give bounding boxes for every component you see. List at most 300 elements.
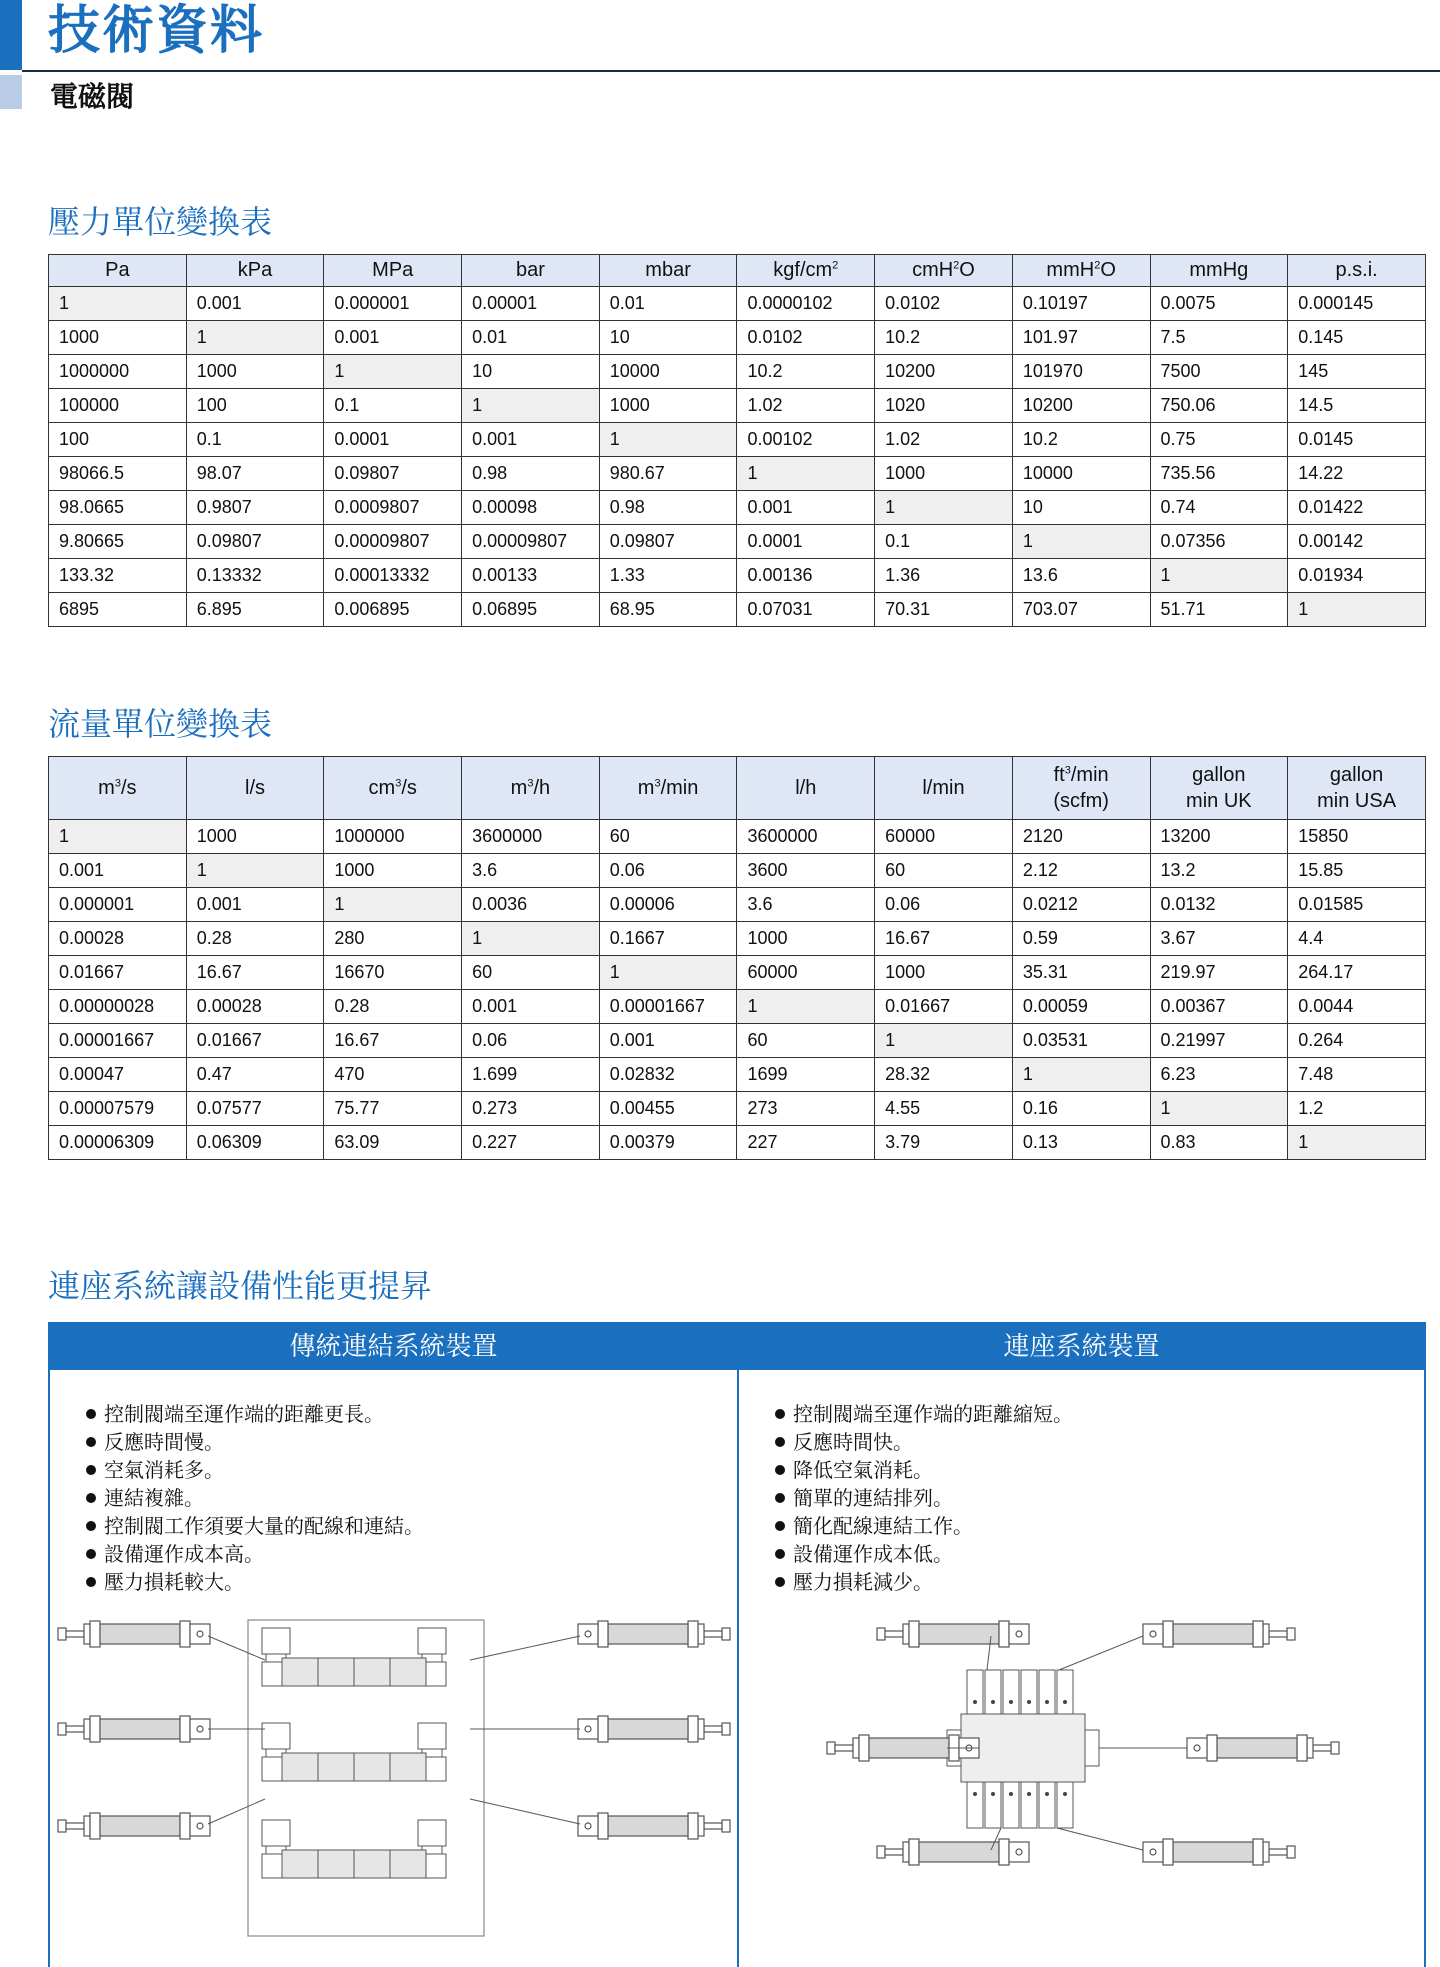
table-cell: 3.79 (875, 1126, 1013, 1160)
column-header: kgf/$cm^2$ (737, 255, 875, 287)
table-row (49, 1126, 1426, 1160)
list-item (86, 1456, 424, 1484)
table-cell: 0.06 (599, 854, 737, 888)
table-cell: 7.48 (1288, 1058, 1426, 1092)
table-row (49, 593, 1426, 627)
table-cell: 3.67 (1150, 922, 1288, 956)
valve-port-icon (1027, 1792, 1031, 1796)
table-cell: 0.001 (462, 423, 600, 457)
table-cell: 0.001 (324, 321, 462, 355)
table-cell: 0.227 (462, 1126, 600, 1160)
table-cell: 0.0044 (1288, 990, 1426, 1024)
subheader-accent-bar (0, 75, 22, 109)
manifold-valve-lower (967, 1782, 983, 1828)
table-cell: 16.67 (875, 922, 1013, 956)
table-cell: 3.6 (737, 888, 875, 922)
column-header: gallon min UK (1150, 757, 1288, 820)
table-cell: 227 (737, 1126, 875, 1160)
table-row (49, 355, 1426, 389)
table-cell: 13200 (1150, 820, 1288, 854)
table-cell: 273 (737, 1092, 875, 1126)
list-item (775, 1428, 1073, 1456)
table-cell: 0.74 (1150, 491, 1288, 525)
list-item (86, 1512, 424, 1540)
list-item-text: 控制閥端至運作端的距離縮短。 (793, 1402, 1073, 1426)
solenoid-valve-icon (262, 1820, 354, 1878)
air-cylinder-icon (1143, 1839, 1295, 1865)
bullet-icon (775, 1493, 785, 1503)
table-cell: 0.98 (599, 491, 737, 525)
manifold-end-plate (1085, 1730, 1099, 1766)
table-row (49, 1058, 1426, 1092)
table-cell: 14.22 (1288, 457, 1426, 491)
table-cell: 0.02832 (599, 1058, 737, 1092)
table-cell: 1 (737, 990, 875, 1024)
air-cylinder-icon (877, 1621, 1029, 1647)
table-cell: 0.00455 (599, 1092, 737, 1126)
list-item (86, 1484, 424, 1512)
table-cell: 10 (462, 355, 600, 389)
table-cell: 1 (462, 922, 600, 956)
table-cell: 1 (599, 956, 737, 990)
table-cell: 98.0665 (49, 491, 187, 525)
table-cell: 9.80665 (49, 525, 187, 559)
table-cell: 4.4 (1288, 922, 1426, 956)
table-cell: 0.00000028 (49, 990, 187, 1024)
list-item-text: 連結複雜。 (104, 1486, 204, 1510)
table-row (49, 559, 1426, 593)
table-cell: 145 (1288, 355, 1426, 389)
table-cell: 219.97 (1150, 956, 1288, 990)
list-item (775, 1484, 1073, 1512)
table-cell: 0.1 (875, 525, 1013, 559)
table-cell: 60 (737, 1024, 875, 1058)
table-cell: 60 (599, 820, 737, 854)
table-cell: 0.001 (737, 491, 875, 525)
valve-port-icon (1063, 1792, 1067, 1796)
table-cell: 0.264 (1288, 1024, 1426, 1058)
table-row (49, 525, 1426, 559)
bullet-icon (775, 1577, 785, 1587)
table-cell: 75.77 (324, 1092, 462, 1126)
table-cell: 0.01 (599, 287, 737, 321)
pressure-section-title: 壓力單位變換表 (48, 203, 273, 241)
table-cell: 1000 (737, 922, 875, 956)
traditional-system-diagram (50, 1614, 737, 1964)
table-cell: 1 (737, 457, 875, 491)
table-cell: 750.06 (1150, 389, 1288, 423)
valve-port-icon (1009, 1700, 1013, 1704)
list-item (775, 1400, 1073, 1428)
table-cell: 10200 (1012, 389, 1150, 423)
table-header-row (49, 757, 1426, 820)
table-cell: 0.28 (324, 990, 462, 1024)
list-item (86, 1400, 424, 1428)
table-cell: 0.001 (186, 287, 324, 321)
table-cell: 0.1 (324, 389, 462, 423)
table-cell: 0.28 (186, 922, 324, 956)
column-header: p.s.i. (1288, 255, 1426, 287)
table-cell: 0.47 (186, 1058, 324, 1092)
table-row (49, 820, 1426, 854)
list-item-text: 壓力損耗較大。 (104, 1570, 244, 1594)
table-cell: 3600000 (737, 820, 875, 854)
air-cylinder-icon (58, 1716, 210, 1742)
air-line (208, 1799, 265, 1824)
valve-port-icon (1027, 1700, 1031, 1704)
table-cell: 1000 (324, 854, 462, 888)
bullet-icon (775, 1549, 785, 1559)
table-cell: 0.00028 (186, 990, 324, 1024)
table-cell: 0.006895 (324, 593, 462, 627)
column-header: mmHg (1150, 255, 1288, 287)
table-cell: 10.2 (737, 355, 875, 389)
manifold-valve-lower (1021, 1782, 1037, 1828)
table-cell: 1.36 (875, 559, 1013, 593)
table-cell: 0.01667 (186, 1024, 324, 1058)
table-cell: 0.9807 (186, 491, 324, 525)
page-subtitle: 電磁閥 (50, 80, 135, 113)
table-cell: 0.000001 (49, 888, 187, 922)
solenoid-valve-icon (262, 1723, 354, 1781)
table-cell: 1 (1288, 593, 1426, 627)
table-cell: 3600 (737, 854, 875, 888)
air-cylinder-icon (1143, 1621, 1295, 1647)
table-cell: 100 (49, 423, 187, 457)
list-item-text: 空氣消耗多。 (104, 1458, 224, 1482)
column-header: l/h (737, 757, 875, 820)
table-cell: 0.00367 (1150, 990, 1288, 1024)
table-cell: 1.2 (1288, 1092, 1426, 1126)
table-cell: 16670 (324, 956, 462, 990)
table-cell: 0.01934 (1288, 559, 1426, 593)
valve-port-icon (1045, 1792, 1049, 1796)
table-cell: 0.07577 (186, 1092, 324, 1126)
table-cell: 35.31 (1012, 956, 1150, 990)
bullet-icon (86, 1577, 96, 1587)
list-item-text: 簡化配線連結工作。 (793, 1514, 973, 1538)
valve-port-icon (991, 1792, 995, 1796)
bullet-icon (775, 1409, 785, 1419)
column-header: mmH$^2$O (1012, 255, 1150, 287)
table-cell: 1 (875, 1024, 1013, 1058)
table-cell: 0.13 (1012, 1126, 1150, 1160)
bullet-icon (86, 1465, 96, 1475)
table-cell: 0.000145 (1288, 287, 1426, 321)
air-line (470, 1636, 580, 1660)
table-cell: 0.00009807 (324, 525, 462, 559)
table-cell: 6895 (49, 593, 187, 627)
table-cell: 63.09 (324, 1126, 462, 1160)
table-cell: 70.31 (875, 593, 1013, 627)
table-cell: 1000 (875, 956, 1013, 990)
air-cylinder-icon (578, 1621, 730, 1647)
table-cell: 1 (1012, 1058, 1150, 1092)
table-cell: 68.95 (599, 593, 737, 627)
bullet-icon (775, 1521, 785, 1531)
manifold-valve-upper (1021, 1670, 1037, 1714)
table-cell: 0.0000102 (737, 287, 875, 321)
table-cell: 10 (1012, 491, 1150, 525)
table-cell: 100 (186, 389, 324, 423)
column-header: $m^3/h$ (462, 757, 600, 820)
table-cell: 1 (875, 491, 1013, 525)
table-cell: 0.0075 (1150, 287, 1288, 321)
table-cell: 10.2 (875, 321, 1013, 355)
manifold-valve-upper (1039, 1670, 1055, 1714)
table-cell: 0.06309 (186, 1126, 324, 1160)
table-cell: 0.00007579 (49, 1092, 187, 1126)
table-cell: 3600000 (462, 820, 600, 854)
table-cell: 101970 (1012, 355, 1150, 389)
solenoid-valve-icon (354, 1628, 446, 1686)
bullet-icon (86, 1549, 96, 1559)
table-cell: 0.01 (462, 321, 600, 355)
table-cell: 1000 (49, 321, 187, 355)
bullet-icon (86, 1437, 96, 1447)
table-cell: 0.00001 (462, 287, 600, 321)
table-cell: 1000000 (324, 820, 462, 854)
list-item (775, 1568, 1073, 1596)
table-cell: 60000 (737, 956, 875, 990)
table-cell: 0.09807 (324, 457, 462, 491)
table-cell: 1000 (599, 389, 737, 423)
column-header: cmH$^2$O (875, 255, 1013, 287)
page-title: 技術資料 (48, 0, 265, 61)
table-cell: 10200 (875, 355, 1013, 389)
traditional-system-heading: 傳統連結系統裝置 (50, 1324, 737, 1370)
table-cell: 1.02 (875, 423, 1013, 457)
column-header: kPa (186, 255, 324, 287)
table-cell: 0.01667 (875, 990, 1013, 1024)
air-line (1059, 1636, 1143, 1670)
list-item-text: 反應時間快。 (793, 1430, 913, 1454)
table-cell: 1 (186, 321, 324, 355)
flow-conversion-table (48, 756, 1426, 1160)
table-cell: 60 (875, 854, 1013, 888)
table-row (49, 389, 1426, 423)
table-cell: 0.06 (875, 888, 1013, 922)
air-cylinder-icon (578, 1716, 730, 1742)
table-cell: 1020 (875, 389, 1013, 423)
table-cell: 0.0001 (324, 423, 462, 457)
list-item (86, 1428, 424, 1456)
table-cell: 1000 (186, 820, 324, 854)
table-cell: 0.00098 (462, 491, 600, 525)
list-item-text: 控制閥工作須要大量的配線和連結。 (104, 1514, 424, 1538)
table-cell: 28.32 (875, 1058, 1013, 1092)
bullet-icon (86, 1521, 96, 1531)
list-item-text: 反應時間慢。 (104, 1430, 224, 1454)
valve-port-icon (973, 1792, 977, 1796)
table-cell: 0.0132 (1150, 888, 1288, 922)
column-header: gallon min USA (1288, 757, 1426, 820)
list-item-text: 壓力損耗減少。 (793, 1570, 933, 1594)
table-cell: 0.01585 (1288, 888, 1426, 922)
table-cell: 16.67 (186, 956, 324, 990)
manifold-valve-upper (1057, 1670, 1073, 1714)
manifold-valve-lower (1039, 1782, 1055, 1828)
table-cell: 0.273 (462, 1092, 600, 1126)
table-cell: 0.00009807 (462, 525, 600, 559)
column-header: l/min (875, 757, 1013, 820)
manifold-valve-upper (1003, 1670, 1019, 1714)
table-cell: 0.10197 (1012, 287, 1150, 321)
table-row (49, 457, 1426, 491)
table-cell: 100000 (49, 389, 187, 423)
air-cylinder-icon (578, 1813, 730, 1839)
bullet-icon (775, 1437, 785, 1447)
table-cell: 2.12 (1012, 854, 1150, 888)
table-cell: 1 (186, 854, 324, 888)
bullet-icon (86, 1409, 96, 1419)
column-header: $ft^3/\min$ (scfm) (1012, 757, 1150, 820)
header-accent-bar (0, 0, 22, 70)
table-cell: 10000 (599, 355, 737, 389)
table-row (49, 287, 1426, 321)
table-cell: 0.07031 (737, 593, 875, 627)
table-cell: 101.97 (1012, 321, 1150, 355)
table-cell: 0.00001667 (599, 990, 737, 1024)
table-cell: 133.32 (49, 559, 187, 593)
table-cell: 980.67 (599, 457, 737, 491)
valve-port-icon (991, 1700, 995, 1704)
table-cell: 0.00047 (49, 1058, 187, 1092)
table-cell: 0.00059 (1012, 990, 1150, 1024)
table-cell: 13.6 (1012, 559, 1150, 593)
table-cell: 0.00006309 (49, 1126, 187, 1160)
table-row (49, 321, 1426, 355)
list-item (86, 1540, 424, 1568)
air-cylinder-icon (1187, 1735, 1339, 1761)
table-cell: 0.001 (462, 990, 600, 1024)
table-cell: 0.00028 (49, 922, 187, 956)
table-cell: 0.000001 (324, 287, 462, 321)
manifold-valve-lower (1003, 1782, 1019, 1828)
manifold-valve-upper (967, 1670, 983, 1714)
table-cell: 10 (599, 321, 737, 355)
table-cell: 7500 (1150, 355, 1288, 389)
table-row (49, 956, 1426, 990)
table-cell: 0.03531 (1012, 1024, 1150, 1058)
table-cell: 6.895 (186, 593, 324, 627)
table-cell: 0.0212 (1012, 888, 1150, 922)
table-cell: 16.67 (324, 1024, 462, 1058)
table-cell: 0.16 (1012, 1092, 1150, 1126)
table-cell: 0.0009807 (324, 491, 462, 525)
table-cell: 1 (1150, 559, 1288, 593)
table-cell: 0.00379 (599, 1126, 737, 1160)
table-cell: 0.01667 (49, 956, 187, 990)
table-cell: 1.699 (462, 1058, 600, 1092)
bullet-icon (775, 1465, 785, 1475)
table-cell: 0.001 (599, 1024, 737, 1058)
table-row (49, 1092, 1426, 1126)
table-cell: 0.0102 (875, 287, 1013, 321)
table-cell: 1.33 (599, 559, 737, 593)
table-cell: 0.01422 (1288, 491, 1426, 525)
table-cell: 15850 (1288, 820, 1426, 854)
table-header-row (49, 255, 1426, 287)
table-row (49, 854, 1426, 888)
table-cell: 1 (49, 820, 187, 854)
column-header: mbar (599, 255, 737, 287)
solenoid-valve-icon (354, 1820, 446, 1878)
manifold-comparison-box (48, 1322, 1426, 1967)
air-cylinder-icon (58, 1813, 210, 1839)
air-cylinder-icon (877, 1839, 1029, 1865)
table-cell: 2120 (1012, 820, 1150, 854)
table-cell: 0.0036 (462, 888, 600, 922)
table-cell: 0.98 (462, 457, 600, 491)
table-cell: 1 (324, 888, 462, 922)
table-cell: 0.59 (1012, 922, 1150, 956)
table-cell: 15.85 (1288, 854, 1426, 888)
table-cell: 0.00133 (462, 559, 600, 593)
table-cell: 0.13332 (186, 559, 324, 593)
table-cell: 0.00102 (737, 423, 875, 457)
column-header: Pa (49, 255, 187, 287)
column-header: $m^3/s$ (49, 757, 187, 820)
column-header: $m^3/\min$ (599, 757, 737, 820)
table-cell: 98.07 (186, 457, 324, 491)
table-cell: 60000 (875, 820, 1013, 854)
manifold-valve-lower (1057, 1782, 1073, 1828)
table-cell: 4.55 (875, 1092, 1013, 1126)
table-cell: 6.23 (1150, 1058, 1288, 1092)
valve-port-icon (1009, 1792, 1013, 1796)
table-cell: 1000 (875, 457, 1013, 491)
list-item-text: 設備運作成本低。 (793, 1542, 953, 1566)
table-cell: 0.75 (1150, 423, 1288, 457)
valve-port-icon (1045, 1700, 1049, 1704)
table-cell: 0.00013332 (324, 559, 462, 593)
header-rule (22, 70, 1440, 72)
pressure-conversion-table (48, 254, 1426, 627)
table-cell: 735.56 (1150, 457, 1288, 491)
table-cell: 0.001 (49, 854, 187, 888)
table-cell: 264.17 (1288, 956, 1426, 990)
table-row (49, 888, 1426, 922)
air-line (470, 1799, 580, 1824)
list-item-text: 簡單的連結排列。 (793, 1486, 953, 1510)
table-cell: 0.001 (186, 888, 324, 922)
table-cell: 1 (1288, 1126, 1426, 1160)
manifold-system-heading: 連座系統裝置 (739, 1324, 1424, 1370)
column-header: $cm^3/s$ (324, 757, 462, 820)
bullet-icon (86, 1493, 96, 1503)
column-header: l/s (186, 757, 324, 820)
table-row (49, 491, 1426, 525)
air-line (208, 1636, 265, 1660)
table-row (49, 990, 1426, 1024)
list-item-text: 降低空氣消耗。 (793, 1458, 933, 1482)
manifold-valve-upper (985, 1670, 1001, 1714)
manifold-system-list (775, 1400, 1073, 1596)
table-cell: 0.09807 (599, 525, 737, 559)
traditional-system-list (86, 1400, 424, 1596)
table-cell: 0.1 (186, 423, 324, 457)
list-item-text: 設備運作成本高。 (104, 1542, 264, 1566)
table-cell: 0.0145 (1288, 423, 1426, 457)
solenoid-valve-icon (354, 1723, 446, 1781)
table-cell: 0.00006 (599, 888, 737, 922)
column-header: MPa (324, 255, 462, 287)
manifold-section-title: 連座系統讓設備性能更提昇 (48, 1267, 433, 1305)
table-cell: 1 (462, 389, 600, 423)
table-cell: 0.06895 (462, 593, 600, 627)
table-cell: 1 (1150, 1092, 1288, 1126)
